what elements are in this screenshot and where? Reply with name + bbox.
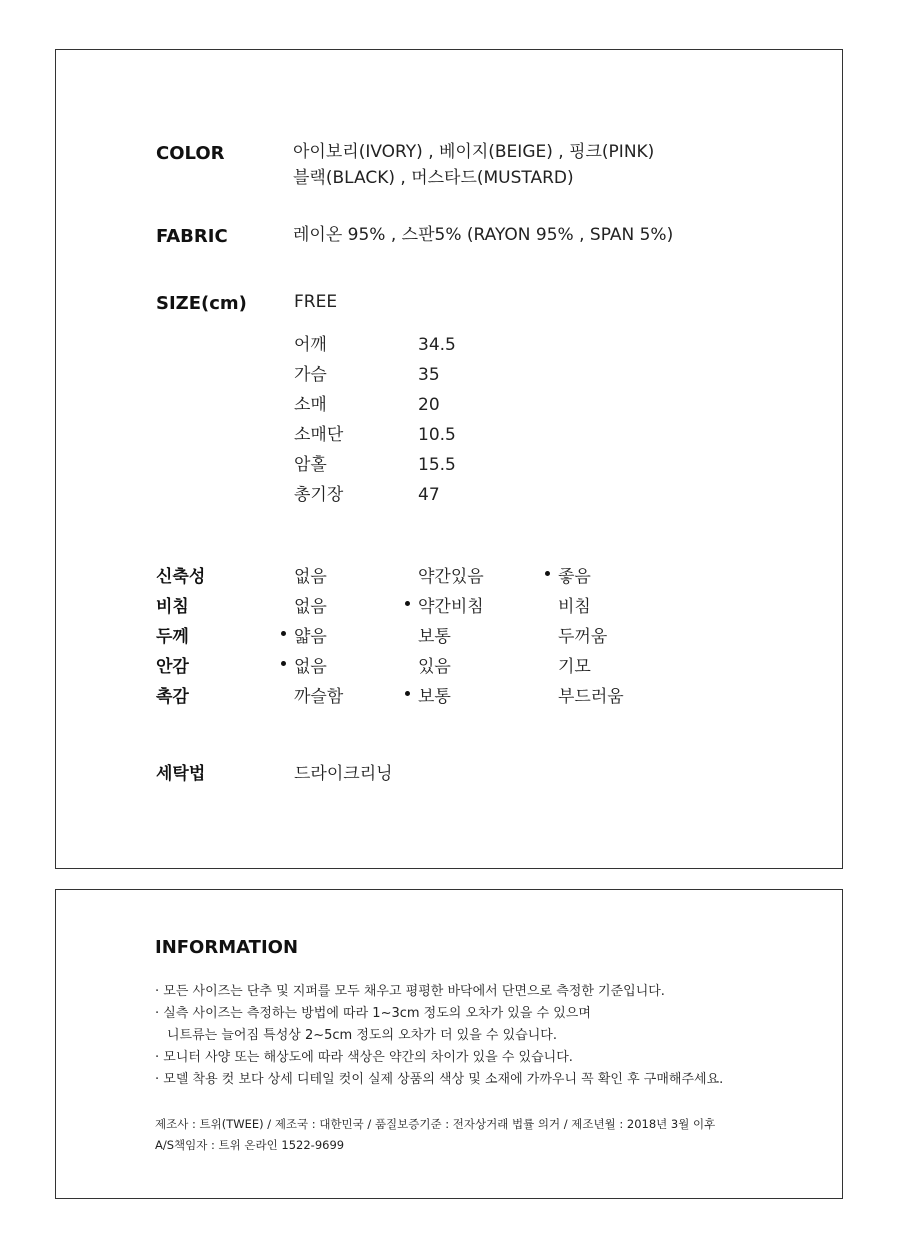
attr-option: 부드러움 [558,687,624,707]
selected-dot [281,631,286,636]
size-row-value: 20 [418,395,440,415]
selected-dot [405,691,410,696]
size-row-name: 소매 [294,395,327,415]
info-line: 니트류는 늘어짐 특성상 2~5cm 정도의 오차가 더 있을 수 있습니다. [167,1028,557,1043]
information-panel [55,889,843,1199]
info-line: · 모델 착용 컷 보다 상세 디테일 컷이 실제 상품의 색상 및 소재에 가까우니 꼭 확인 후 구매해주세요. [155,1072,724,1087]
attr-option: 약간있음 [418,567,484,587]
info-line: · 모든 사이즈는 단추 및 지퍼를 모두 채우고 평평한 바닥에서 단면으로 측정한 기준입니다. [155,984,665,999]
attr-option: 없음 [294,597,327,617]
size-row-value: 47 [418,485,440,505]
selected-dot [545,571,550,576]
product-spec-panel [55,49,843,869]
size-row-value: 10.5 [418,425,456,445]
attr-option: 기모 [558,657,591,677]
info-line: · 실측 사이즈는 측정하는 방법에 따라 1~3cm 정도의 오차가 있을 수 있으며 [155,1006,591,1021]
size-free: FREE [294,292,338,312]
size-row-value: 35 [418,365,440,385]
info-line: · 모니터 사양 또는 해상도에 따라 색상은 약간의 차이가 있을 수 있습니다. [155,1050,573,1065]
size-row-name: 가슴 [294,365,327,385]
attr-option: 까슬함 [294,687,344,707]
information-title: INFORMATION [155,937,299,958]
size-row-name: 소매단 [294,425,344,445]
attr-label-stretch: 신축성 [156,567,206,587]
size-row-name: 총기장 [294,485,344,505]
selected-dot [281,661,286,666]
attr-option: 없음 [294,657,327,677]
attr-label-texture: 촉감 [156,687,189,707]
color-value-line1: 아이보리(IVORY) , 베이지(BEIGE) , 핑크(PINK) [293,142,655,162]
size-row-name: 암홀 [294,455,327,475]
fabric-value: 레이온 95% , 스판5% (RAYON 95% , SPAN 5%) [293,225,674,245]
attr-label-sheer: 비침 [156,597,189,617]
selected-dot [405,601,410,606]
size-row-value: 15.5 [418,455,456,475]
fabric-label: FABRIC [156,226,228,247]
attr-label-lining: 안감 [156,657,189,677]
washing-label: 세탁법 [156,764,206,784]
attr-option: 두꺼움 [558,627,608,647]
attr-option: 얇음 [294,627,327,647]
attr-option: 있음 [418,657,451,677]
attr-option: 보통 [418,687,451,707]
color-value-line2: 블랙(BLACK) , 머스타드(MUSTARD) [293,168,574,188]
attr-label-thickness: 두께 [156,627,189,647]
size-row-value: 34.5 [418,335,456,355]
attr-option: 없음 [294,567,327,587]
color-label: COLOR [156,143,225,164]
size-label: SIZE(cm) [156,293,247,314]
attr-option: 좋음 [558,567,591,587]
attr-option: 약간비침 [418,597,484,617]
as-contact-info: A/S책임자 : 트위 온라인 1522-9699 [155,1138,345,1152]
manufacturer-info: 제조사 : 트위(TWEE) / 제조국 : 대한민국 / 품질보증기준 : 전자상거래 법률 의거 / 제조년월 : 2018년 3월 이후 [155,1117,716,1131]
washing-value: 드라이크리닝 [294,764,393,784]
attr-option: 보통 [418,627,451,647]
attr-option: 비침 [558,597,591,617]
size-row-name: 어깨 [294,335,327,355]
